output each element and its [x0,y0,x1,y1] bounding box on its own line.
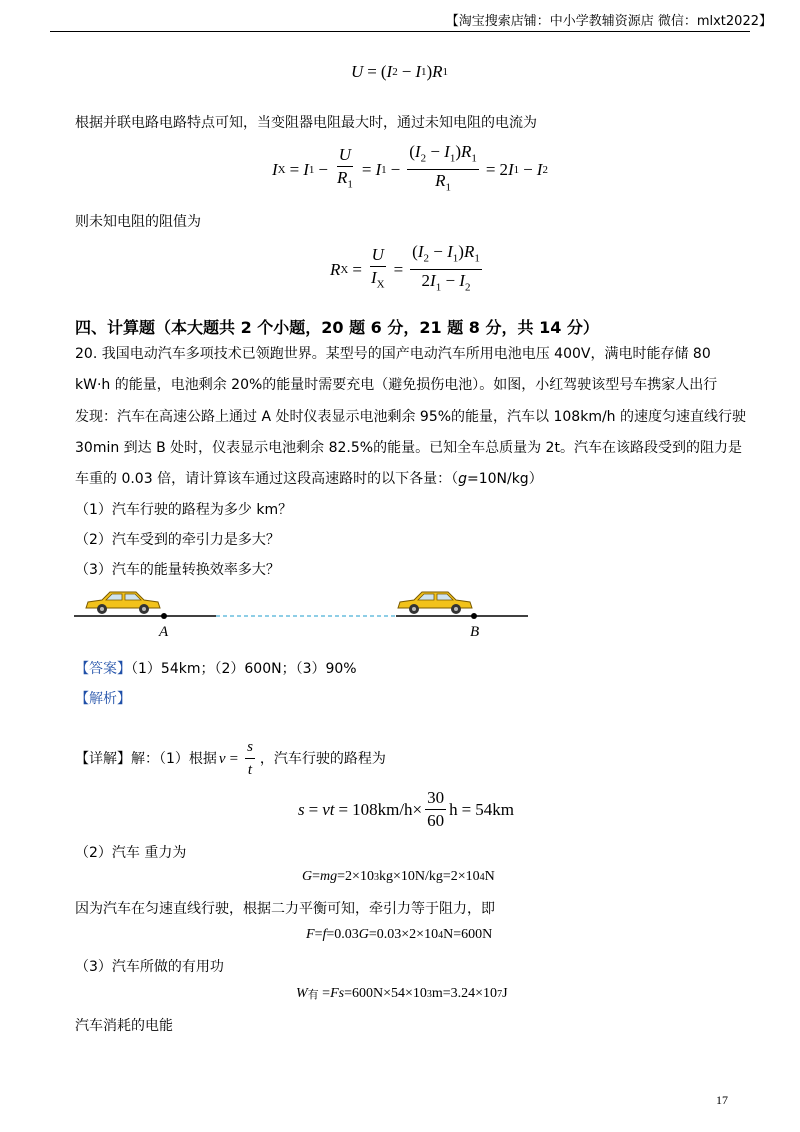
section-heading: 四、计算题（本大题共 2 个小题，20 题 6 分，21 题 8 分，共 14 分） [75,318,599,337]
answer-line [75,659,357,679]
header-rule [50,31,750,32]
detail-line [75,737,386,780]
point-b-label: B [470,624,480,640]
point-a-label: A [159,624,169,640]
equation-distance: s = vt = 108km/h× $\frac{30}{60}$ h = 54km [298,788,514,830]
text-line: （2）汽车 重力为 [75,845,187,861]
question-text: 发现：汽车在高速公路上通过 A 处时仪表显示电池剩余 95%的能量，汽车以 108km/h 的速度匀速直线行驶 [75,409,746,425]
equation-current: I X = I 1 − $\frac{U}{R_1}$ = I 1 − $\frac{(I_2 - I_1)R_1}{R_1}$ = 2 I 1 − I 2 [272,142,548,194]
detail-tag: 【详解】 [75,750,131,767]
answer-text: （1）54km；（2）600N；（3）90% [131,661,357,677]
gravity-symbol: g [458,471,467,487]
answer-tag: 【答案】 [75,661,131,677]
equation-force: F = f =0.03 G =0.03×2×10 4 N=600N [306,927,493,942]
analysis-tag: 【解析】 [75,691,131,707]
equation-resistance: R X = $\frac{U}{I_X}$ = $\frac{(I_2 - I_1)R_1}{2I_1 - I_2}$ [330,242,480,294]
sub-question-3: （3）汽车的能量转换效率多大？ [75,562,280,578]
text-line: 汽车消耗的电能 [75,1018,173,1034]
question-text: kW·h 的能量，电池剩余 20%的能量时需要充电（避免损伤电池）。如图，小红驾驶该型号车携家人出行 [75,377,718,393]
equation-gravity: G = mg =2×10 3 kg×10N/kg=2×10 4 N [302,869,495,884]
header-text: 【淘宝搜索店铺：中小学教辅资源店 微信：mlxt2022】 [445,14,772,29]
text-line: 根据并联电路电路特点可知，当变阻器电阻最大时，通过未知电阻的电流为 [75,115,537,131]
car-icon [86,592,160,614]
sub-question-1: （1）汽车行驶的路程为多少 km？ [75,502,293,518]
equation-voltage: U = ( I 2 − I 1 ) R 1 [351,62,449,81]
point-b-marker [471,613,477,619]
detail-text: ，汽车行驶的路程为 [259,750,386,767]
text-line: 因为汽车在匀速直线行驶，根据二力平衡可知，牵引力等于阻力，即 [75,901,495,917]
question-text [75,469,543,489]
question-text: 20. 我国电动汽车多项技术已领跑世界。某型号的国产电动汽车所用电池电压 400V，满电时能存储 80 [75,346,711,362]
detail-text: 解：（1）根据 [131,750,217,767]
page-header [0,0,800,36]
equation-work: W 有 = Fs =600N×54×10 3 m=3.24×10 7 J [296,986,508,1001]
question-text-part: =10N/kg） [466,471,543,487]
page-number: 17 [716,1093,728,1107]
velocity-formula: v = $\frac{s}{t}$ [218,739,253,778]
sub-question-2: （2）汽车受到的牵引力是多大？ [75,532,280,548]
point-a-marker [161,613,167,619]
car-icon [398,592,472,614]
text-line: 则未知电阻的阻值为 [75,214,201,230]
question-text: 30min 到达 B 处时，仪表显示电池剩余 82.5%的能量。已知全车总质量为 2t。汽车在该路段受到的阻力是 [75,440,742,456]
question-text-part: 车重的 0.03 倍，请计算该车通过这段高速路时的以下各量：（ [75,471,459,487]
text-line: （3）汽车所做的有用功 [75,959,224,975]
road-figure [70,584,540,642]
